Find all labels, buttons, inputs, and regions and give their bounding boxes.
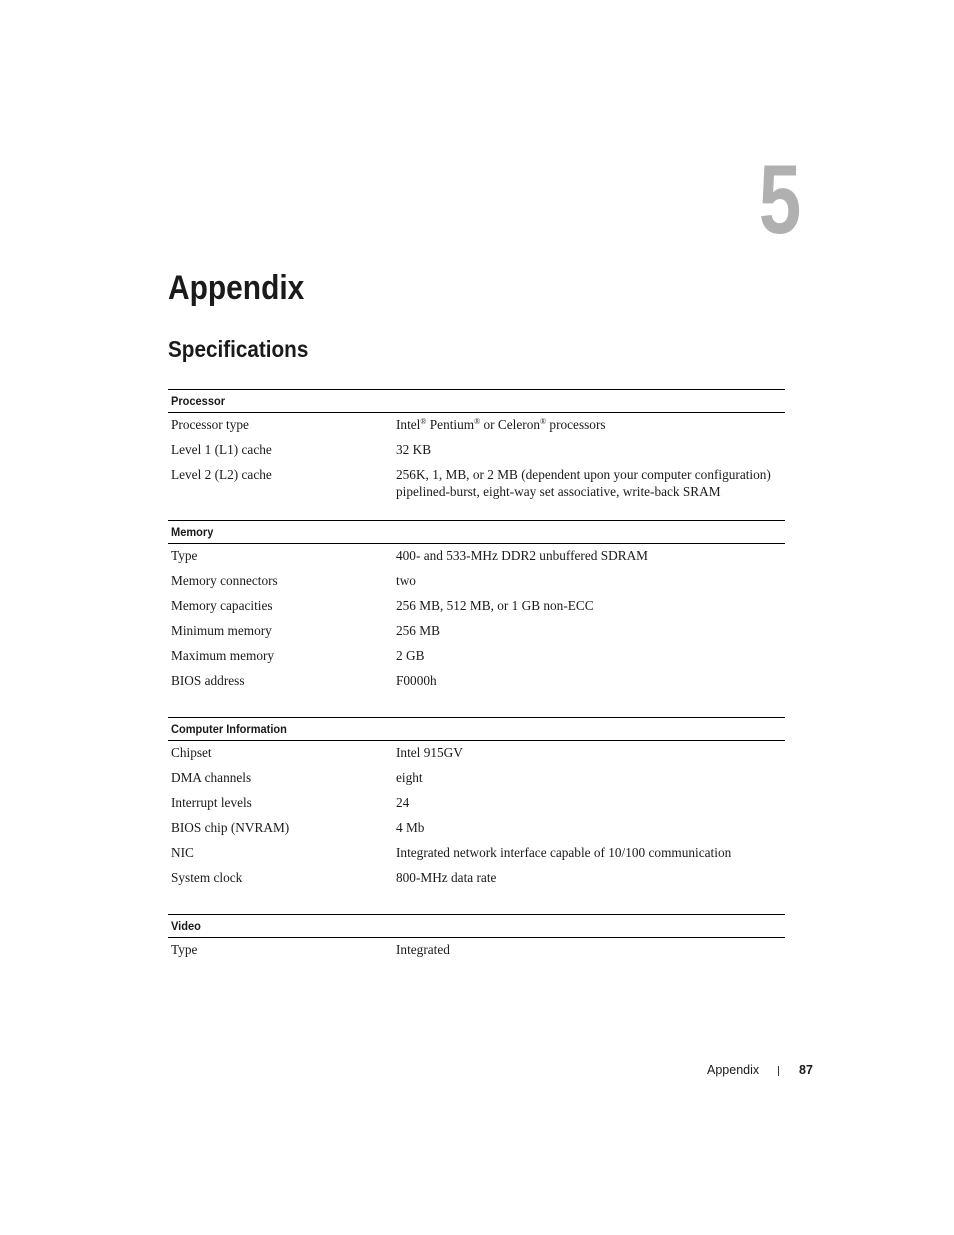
value-text: Intel (396, 417, 421, 432)
spec-label: Level 2 (L2) cache (171, 467, 272, 482)
processor-section (168, 389, 785, 500)
registered-mark: ® (474, 417, 481, 426)
spec-row (168, 466, 785, 500)
video-section (168, 914, 785, 966)
spec-row (168, 794, 785, 819)
registered-mark: ® (420, 417, 427, 426)
spec-value: 24 (396, 795, 410, 810)
section-header-memory (168, 520, 785, 544)
chapter-number: 5 (758, 144, 802, 254)
registered-mark: ® (540, 417, 547, 426)
spec-row (168, 869, 785, 894)
memory-section (168, 520, 785, 697)
spec-value: 4 Mb (396, 820, 425, 835)
spec-label: Type (171, 942, 198, 957)
spec-value: 400- and 533-MHz DDR2 unbuffered SDRAM (396, 548, 648, 563)
page-number: 87 (799, 1063, 813, 1077)
footer-divider (778, 1066, 779, 1076)
spec-value: Integrated (396, 942, 450, 957)
chapter-title: Appendix (168, 269, 305, 307)
spec-rows (168, 413, 785, 500)
spec-row (168, 769, 785, 794)
spec-row (168, 547, 785, 572)
value-text: or Celeron (480, 417, 541, 432)
spec-value: 800-MHz data rate (396, 870, 497, 885)
spec-label: Memory connectors (171, 573, 278, 588)
spec-label: Level 1 (L1) cache (171, 442, 272, 457)
spec-value (396, 416, 785, 441)
spec-label: Processor type (171, 417, 249, 432)
spec-label: Memory capacities (171, 598, 273, 613)
section-header-video (168, 914, 785, 938)
spec-row (168, 416, 785, 441)
spec-row (168, 672, 785, 697)
spec-label: BIOS address (171, 673, 245, 688)
spec-row (168, 597, 785, 622)
spec-label: Maximum memory (171, 648, 275, 663)
spec-row (168, 844, 785, 869)
spec-value: two (396, 573, 416, 588)
spec-row (168, 572, 785, 597)
spec-row (168, 622, 785, 647)
spec-label: DMA channels (171, 770, 252, 785)
spec-value: Integrated network interface capable of 10/100 communication (396, 845, 732, 860)
section-header-label: Memory (171, 525, 214, 539)
spec-row (168, 819, 785, 844)
section-header-label: Video (171, 919, 201, 933)
spec-label: BIOS chip (NVRAM) (171, 820, 290, 835)
section-header-processor (168, 389, 785, 413)
spec-row (168, 744, 785, 769)
spec-label: Minimum memory (171, 623, 272, 638)
spec-rows (168, 544, 785, 697)
value-text: processors (546, 417, 606, 432)
spec-value: 256 MB, 512 MB, or 1 GB non-ECC (396, 598, 594, 613)
section-title: Specifications (168, 336, 309, 362)
spec-value: 256K, 1, MB, or 2 MB (dependent upon your computer configuration) pipelined-burst, eight-way set associative, write-back SRAM (396, 467, 771, 499)
spec-label: Interrupt levels (171, 795, 252, 810)
section-header-label: Processor (171, 394, 226, 408)
spec-row (168, 441, 785, 466)
spec-label: Type (171, 548, 198, 563)
spec-rows (168, 938, 785, 966)
value-text: Pentium (426, 417, 475, 432)
spec-value: 32 KB (396, 442, 432, 457)
specifications-table (168, 389, 785, 986)
section-header-computer-information (168, 717, 785, 741)
spec-rows (168, 741, 785, 894)
spec-row (168, 647, 785, 672)
spec-value: Intel 915GV (396, 745, 463, 760)
spec-label: System clock (171, 870, 243, 885)
spec-value: 2 GB (396, 648, 425, 663)
spec-value: 256 MB (396, 623, 440, 638)
footer-title: Appendix (707, 1063, 760, 1077)
spec-row (168, 941, 785, 966)
spec-value: eight (396, 770, 423, 785)
computer-information-section (168, 717, 785, 894)
spec-label: NIC (171, 845, 194, 860)
spec-value: F0000h (396, 673, 437, 688)
spec-label: Chipset (171, 745, 212, 760)
section-header-label: Computer Information (171, 722, 287, 736)
